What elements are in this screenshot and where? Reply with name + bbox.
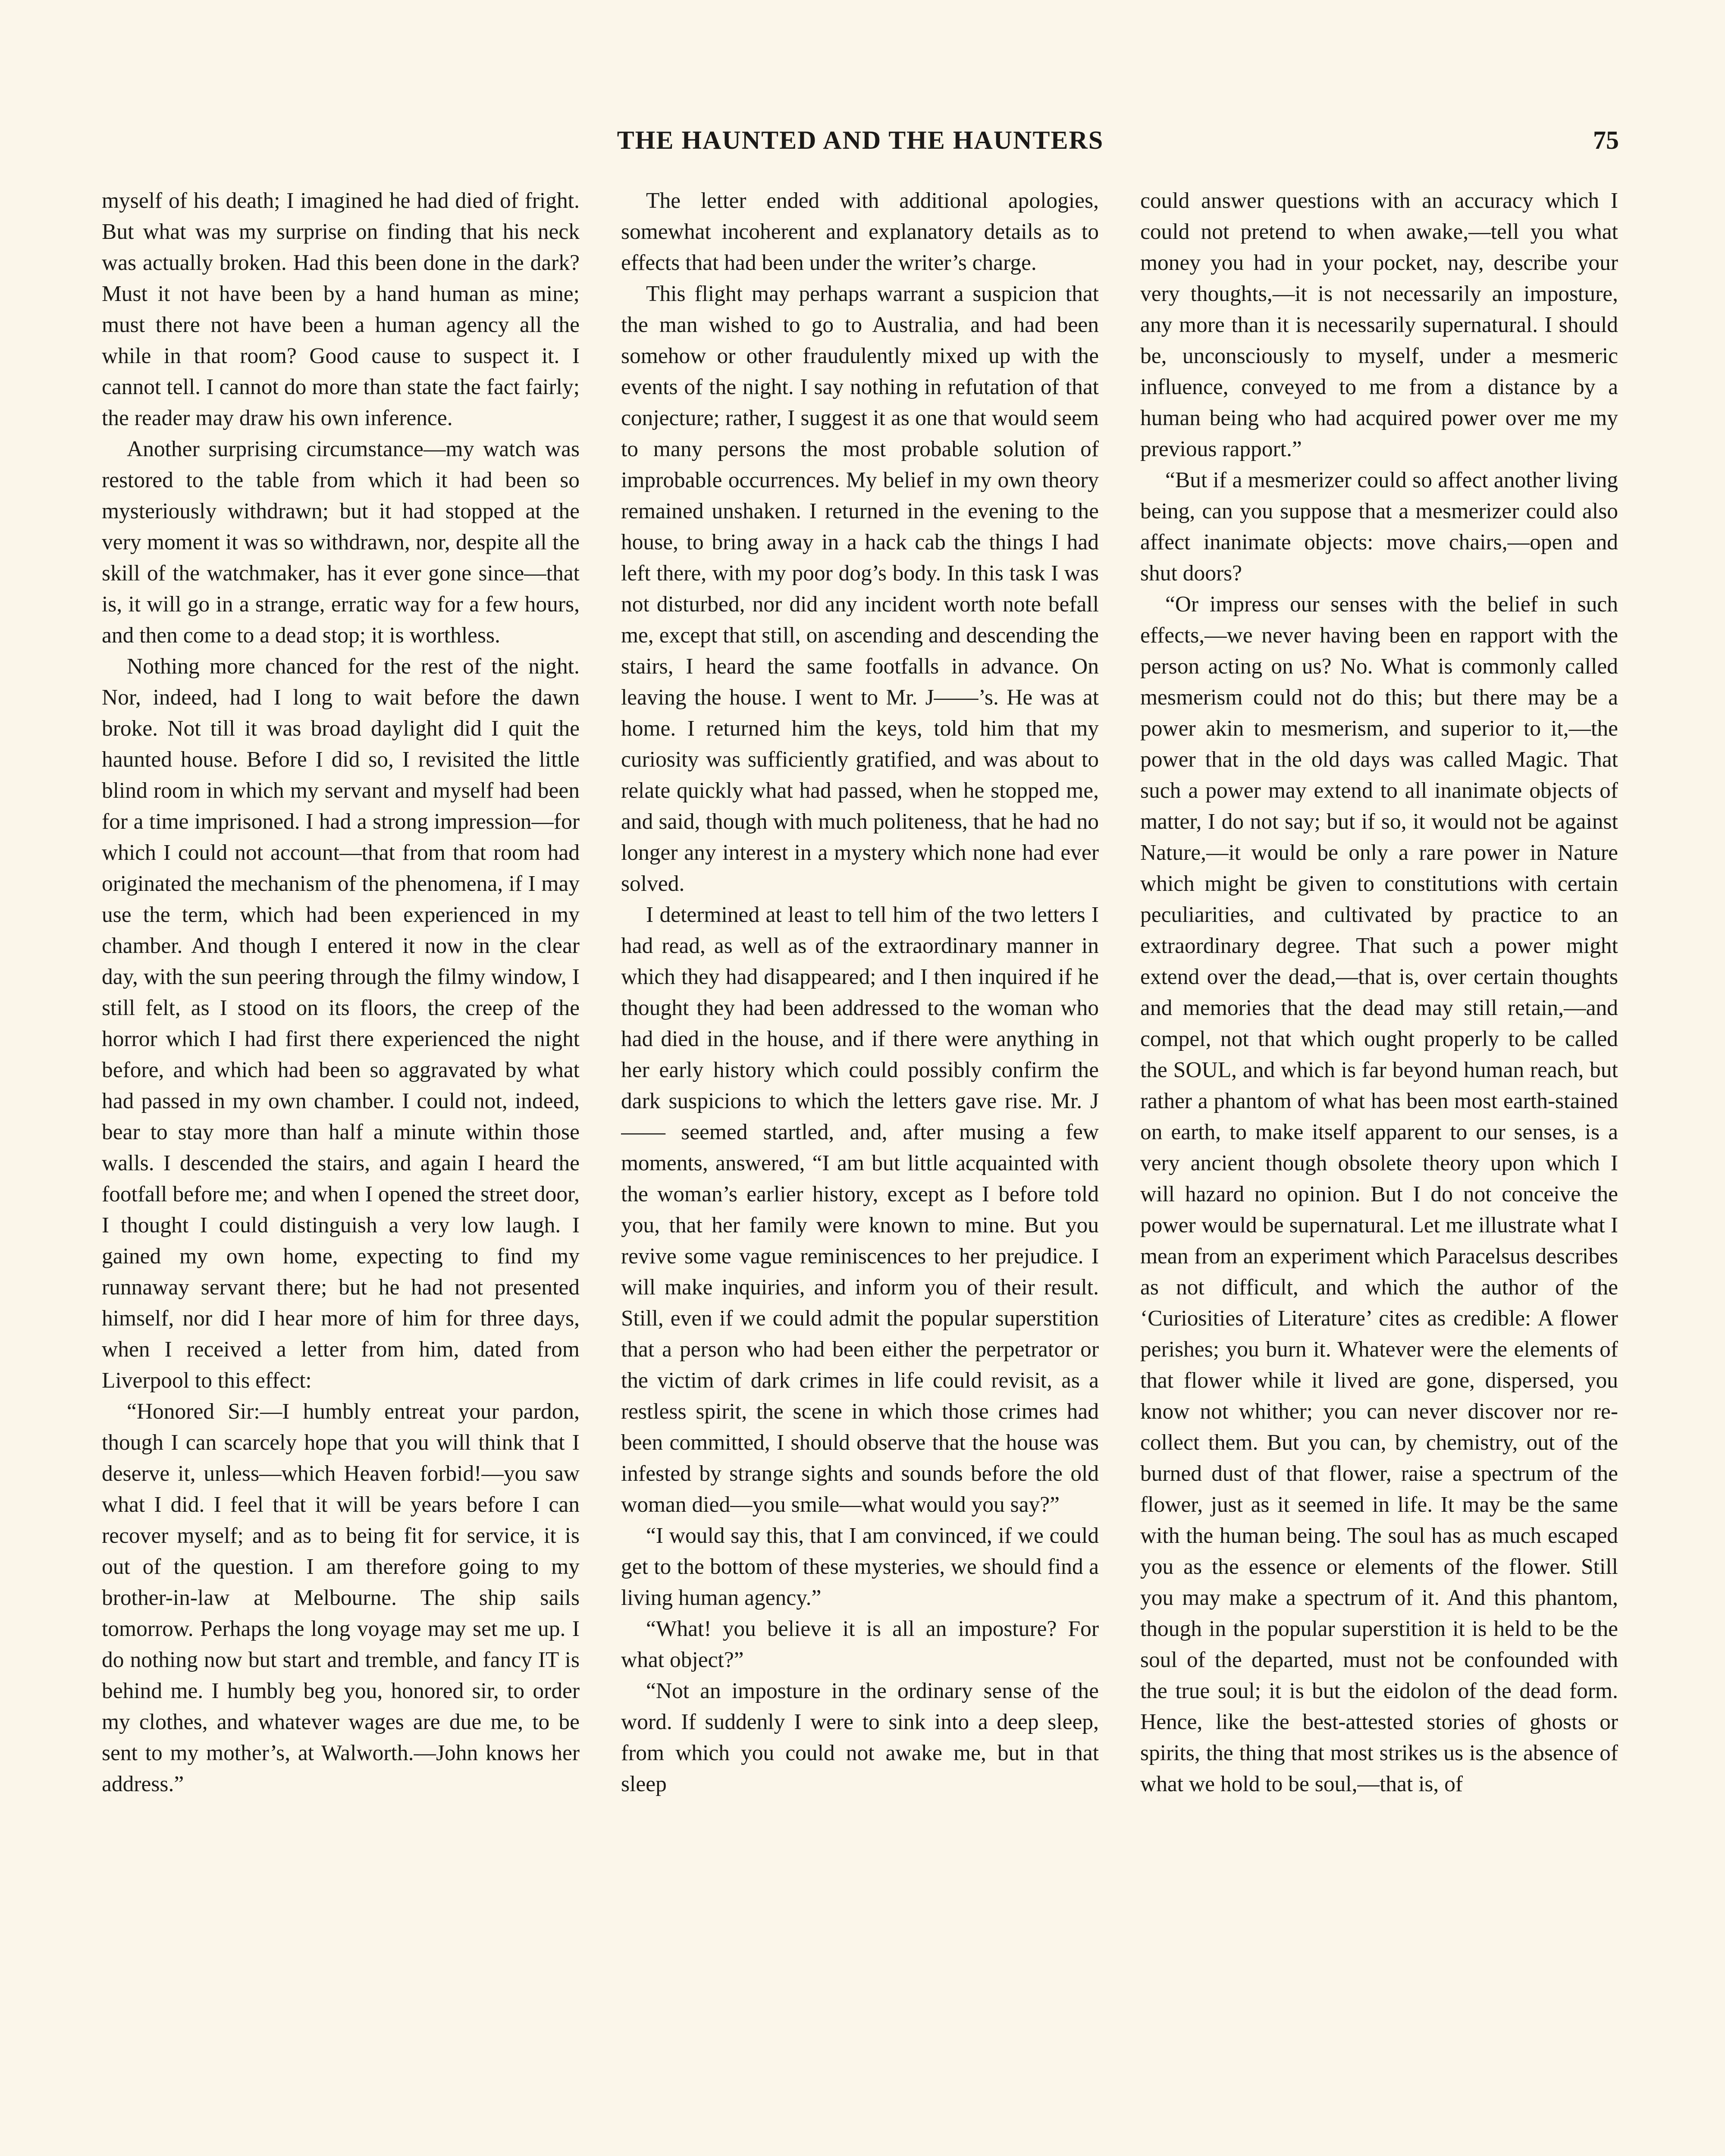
paragraph: “Or impress our senses with the belief in such effects,—we never having been en rapport with the person acting on us? No. What is commonly called mesmerism could not do this; but there may be a power akin to mesmerism, and superior to it,—the power that in the old days was called Magic. That such a power may extend to all inanimate objects of matter, I do not say; but if so, it would not be against Nature,—it would be only a rare power in Nature which might be given to constitutions with certain peculiarities, and cultivated by practice to an extraordinary degree. That such a power might extend over the dead,—that is, over certain thoughts and memories that the dead may still retain,—and compel, not that which ought properly to be called the SOUL, and which is far beyond human reach, but rather a phantom of what has been most earth-stained on earth, to make itself apparent to our senses, is a very ancient though obsolete theory upon which I will hazard no opinion. But I do not conceive the power would be supernatural. Let me illustrate what I mean from an experiment which Paracelsus describes as not difficult, and which the author of the ‘Curiosities of Literature’ cites as credible: A flower perishes; you burn it. Whatever were the elements of that flower while it lived are gone, dispersed, you know not whither; you can never discover nor re-collect them. But you can, by chemistry, out of the burned dust of that flower, raise a spectrum of the flower, just as it seemed in life. It may be the same with the human being. The soul has as much escaped you as the essence or elements of the flower. Still you may make a spectrum of it. And this phantom, though in the popular superstition it is held to be the soul of the departed, must not be confounded with the true soul; it is but the eidolon of the dead form. Hence, like the best-attested stories of ghosts or spirits, the thing that most strikes us is the absence of what we hold to be soul,—that is, of: [1140, 592, 1618, 1796]
paragraph: “Honored Sir:—I humbly entreat your pardon, though I can scarcely hope that you will think that I deserve it, unless—which Heaven forbid!—you saw what I did. I feel that it will be years before I can recover myself; and as to being fit for service, it is out of the question. I am therefore going to my brother-in-law at Melbourne. The ship sails tomorrow. Perhaps the long voyage may set me up. I do nothing now but start and tremble, and fancy IT is behind me. I humbly beg you, honored sir, to order my clothes, and whatever wages are due me, to be sent to my mother’s, at Walworth.—John knows her address.”: [102, 1399, 580, 1796]
paragraph: This flight may perhaps warrant a suspicion that the man wished to go to Australia, and had been somehow or other fraudulently mixed up with the events of the night. I say nothing in refutation of that conjecture; rather, I suggest it as one that would seem to many persons the most probable solution of improbable occurrences. My belief in my own theory remained unshaken. I returned in the evening to the house, to bring away in a hack cab the things I had left there, with my poor dog’s body. In this task I was not disturbed, nor did any incident worth note befall me, except that still, on ascending and descending the stairs, I heard the same footfalls in advance. On leaving the house. I went to Mr. J——’s. He was at home. I returned him the keys, told him that my curiosity was sufficiently gratified, and was about to relate quickly what had passed, when he stopped me, and said, though with much politeness, that he had no longer any interest in a mystery which none had ever solved.: [621, 282, 1099, 896]
paragraph: I determined at least to tell him of the two letters I had read, as well as of the extraordinary manner in which they had disappeared; and I then inquired if he thought they had been addressed to the woman who had died in the house, and if there were anything in her early history which could possibly confirm the dark suspicions to which the letters gave rise. Mr. J—— seemed startled, and, after musing a few moments, answered, “I am but little acquainted with the woman’s earlier history, except as I before told you, that her family were known to mine. But you revive some vague reminiscences to her prejudice. I will make inquiries, and inform you of their result. Still, even if we could admit the popular superstition that a person who had been either the perpetrator or the victim of dark crimes in life could revisit, as a restless spirit, the scene in which those crimes had been committed, I should observe that the house was infested by strange sights and sounds before the old woman died—you smile—what would you say?”: [621, 903, 1099, 1517]
paragraph: Another surprising circumstance—my watch was restored to the table from which it had been so mysteriously withdrawn; but it had stopped at the very moment it was so withdrawn, nor, despite all the skill of the watchmaker, has it ever gone since—that is, it will go in a strange, erratic way for a few hours, and then come to a dead stop; it is worthless.: [102, 437, 580, 648]
paragraph: myself of his death; I imagined he had died of fright. But what was my surprise on finding that his neck was actually broken. Had this been done in the dark? Must it not have been by a hand human as mine; must there not have been a human agency all the while in that room? Good cause to suspect it. I cannot tell. I cannot do more than state the fact fairly; the reader may draw his own inference.: [102, 188, 580, 430]
paragraph: “Not an imposture in the ordinary sense of the word. If suddenly I were to sink into a deep sleep, from which you could not awake me, but in that sleep: [621, 1679, 1099, 1796]
paragraph: The letter ended with additional apologies, somewhat incoherent and explanatory details as to effects that had been under the writer’s charge.: [621, 188, 1099, 275]
page-number: 75: [1593, 126, 1619, 154]
paragraph: “I would say this, that I am convinced, if we could get to the bottom of these mysteries, we should find a living human agency.”: [621, 1523, 1099, 1610]
text-columns: [102, 185, 1619, 2156]
column-1: [102, 185, 580, 2156]
column-3: [1140, 185, 1618, 2156]
paragraph: could answer questions with an accuracy which I could not pretend to when awake,—tell you what money you had in your pocket, nay, describe your very thoughts,—it is not necessarily an imposture, any more than it is necessarily supernatural. I should be, unconsciously to myself, under a mesmeric influence, conveyed to me from a distance by a human being who had acquired power over me my previous rapport.”: [1140, 188, 1618, 461]
column-2: [621, 185, 1099, 2156]
paragraph: “What! you believe it is all an imposture? For what object?”: [621, 1617, 1099, 1672]
paragraph: Nothing more chanced for the rest of the night. Nor, indeed, had I long to wait before the dawn broke. Not till it was broad daylight did I quit the haunted house. Before I did so, I revisited the little blind room in which my servant and myself had been for a time imprisoned. I had a strong impression—for which I could not account—that from that room had originated the mechanism of the phenomena, if I may use the term, which had been experienced in my chamber. And though I entered it now in the clear day, with the sun peering through the filmy window, I still felt, as I stood on its floors, the creep of the horror which I had first there experienced the night before, and which had been so aggravated by what had passed in my own chamber. I could not, indeed, bear to stay more than half a minute within those walls. I descended the stairs, and again I heard the footfall before me; and when I opened the street door, I thought I could distinguish a very low laugh. I gained my own home, expecting to find my runnaway servant there; but he had not presented himself, nor did I hear more of him for three days, when I received a letter from him, dated from Liverpool to this effect:: [102, 654, 580, 1393]
paragraph: “But if a mesmerizer could so affect another living being, can you suppose that a mesmerizer could also affect inanimate objects: move chairs,—open and shut doors?: [1140, 468, 1618, 586]
page-header: [102, 116, 1619, 164]
running-title: THE HAUNTED AND THE HAUNTERS: [617, 126, 1104, 154]
